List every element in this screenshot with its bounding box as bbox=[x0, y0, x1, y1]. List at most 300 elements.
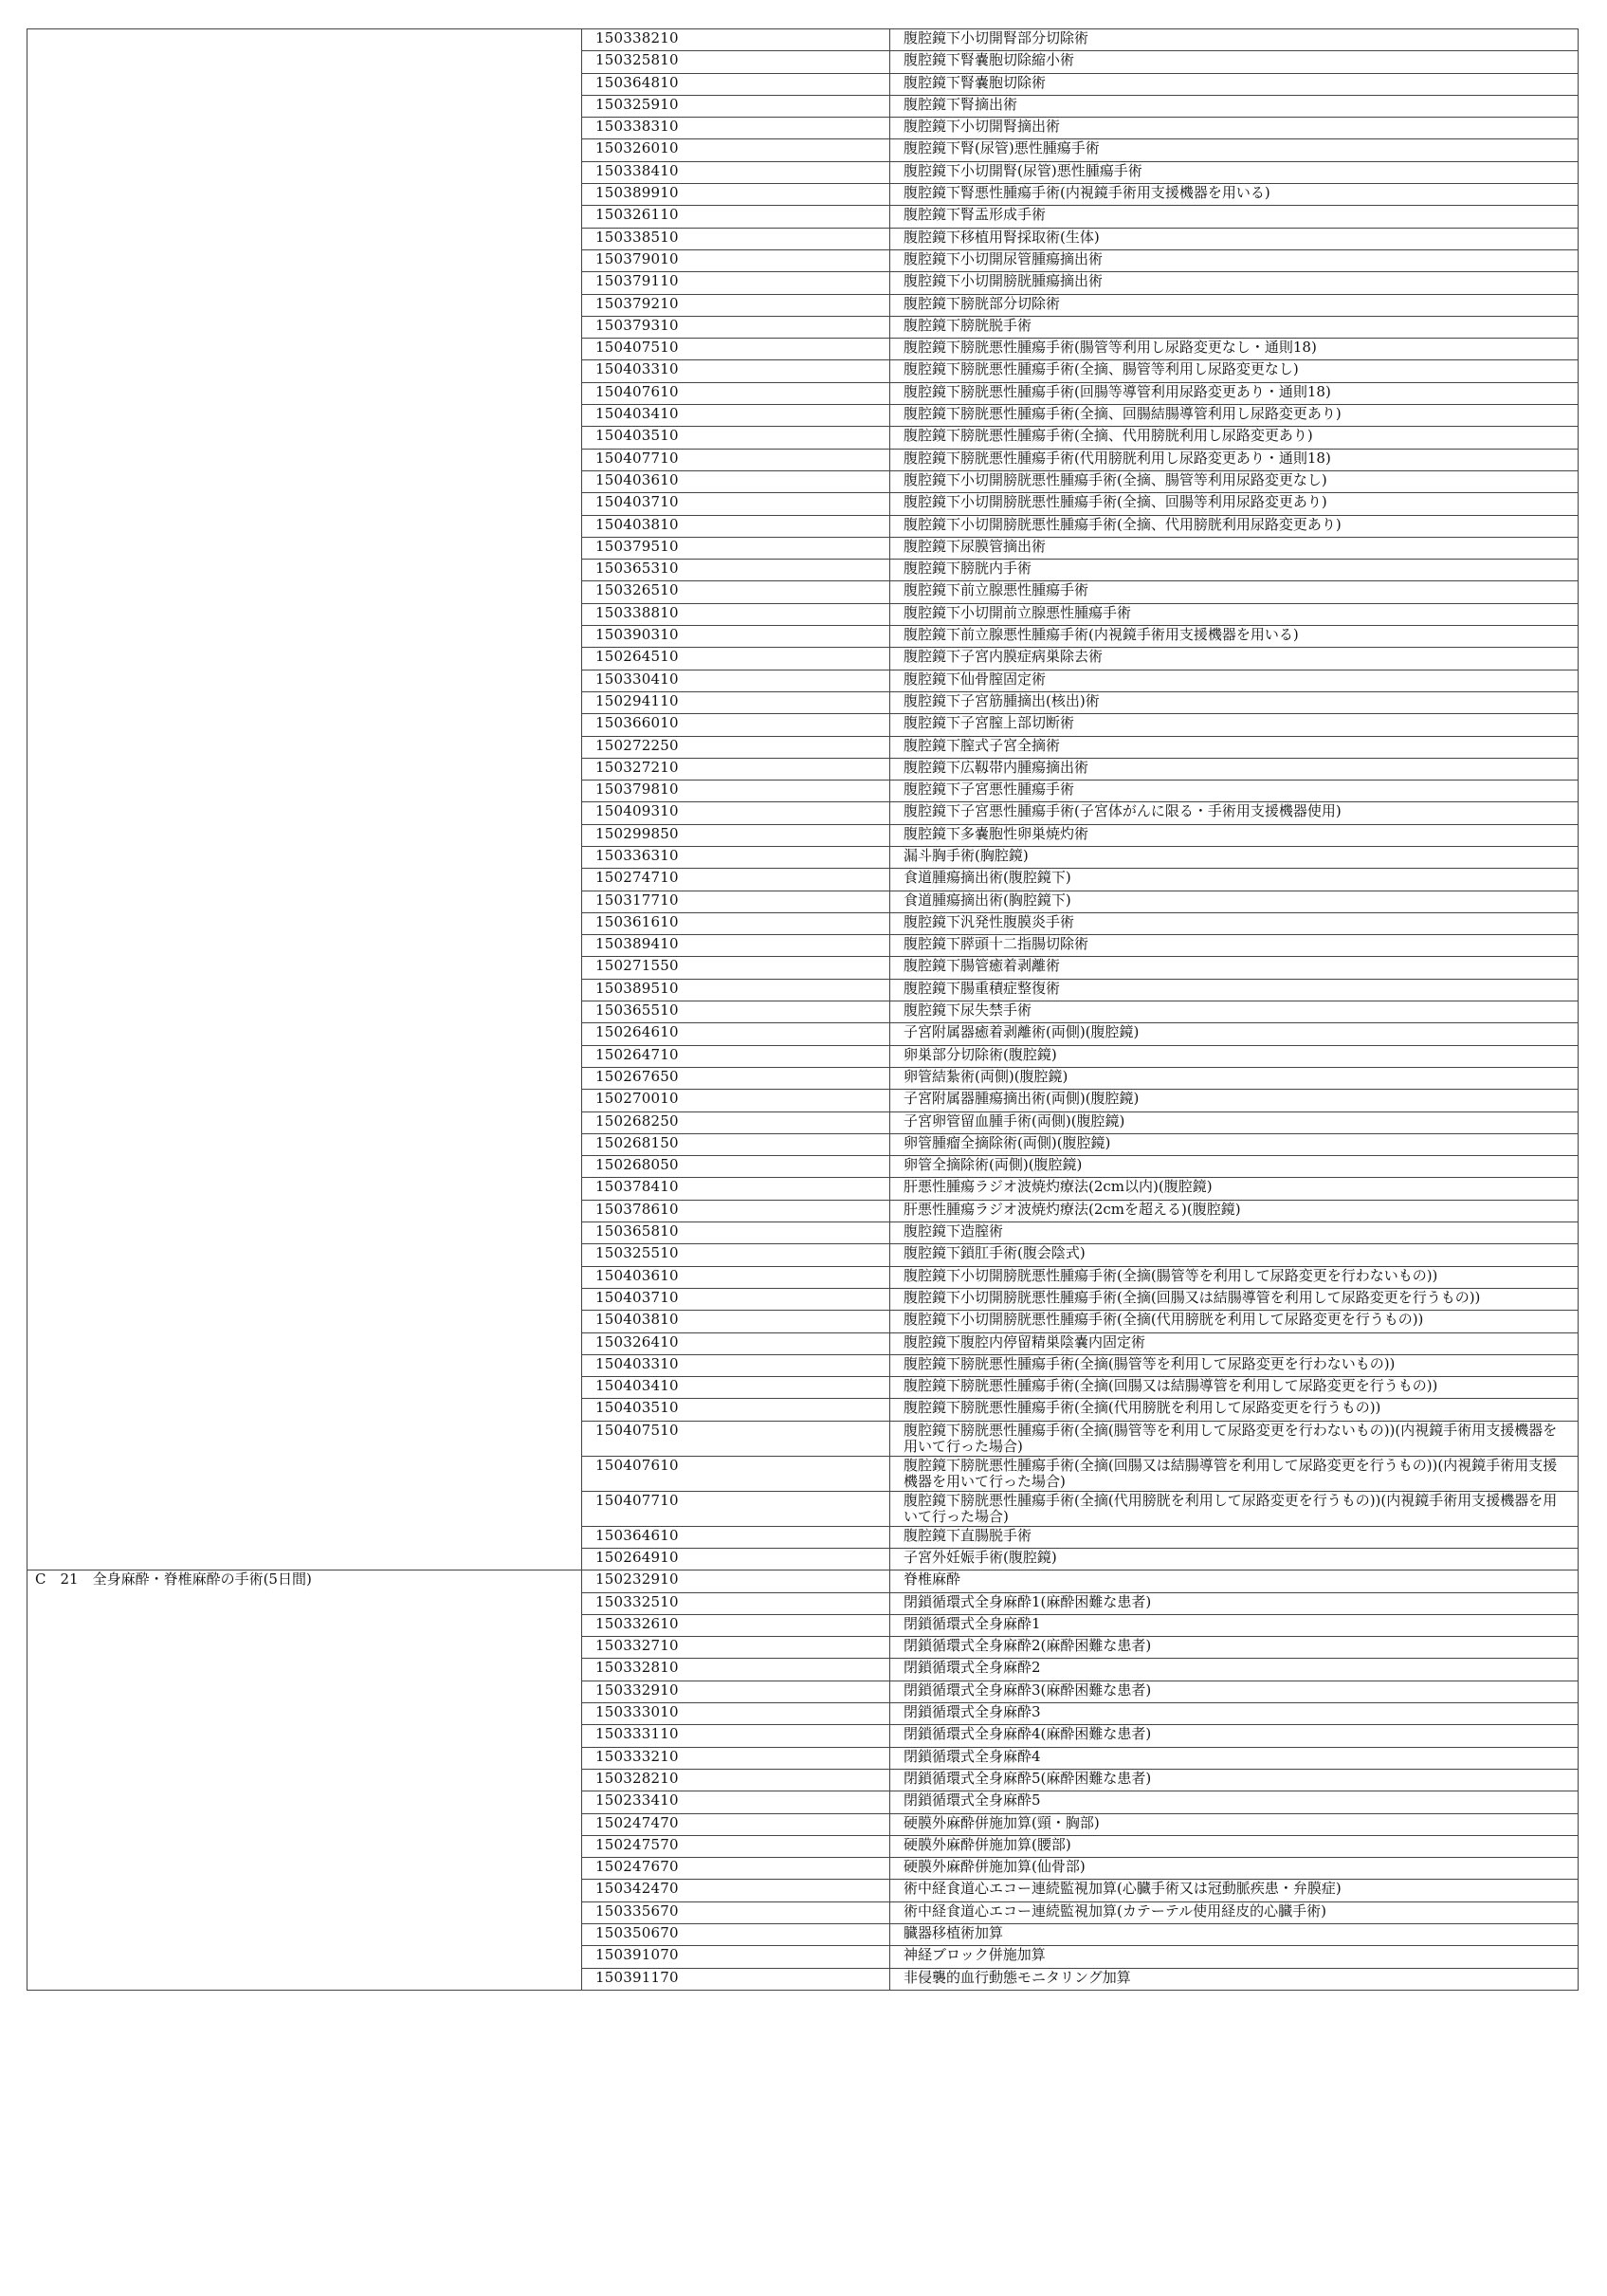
procedure-name-cell: 腹腔鏡下膀胱部分切除術 bbox=[890, 294, 1579, 316]
category-cell bbox=[27, 1946, 582, 1968]
table-row bbox=[27, 405, 1579, 427]
procedure-name-cell: 腹腔鏡下小切開腎摘出術 bbox=[890, 118, 1579, 139]
code-cell: 150326110 bbox=[582, 206, 890, 228]
code-cell: 150407510 bbox=[582, 339, 890, 360]
procedure-name-cell: 腹腔鏡下尿失禁手術 bbox=[890, 1001, 1579, 1023]
code-cell: 150379510 bbox=[582, 537, 890, 559]
code-cell: 150342470 bbox=[582, 1880, 890, 1901]
table-row bbox=[27, 382, 1579, 404]
table-row bbox=[27, 1592, 1579, 1614]
code-cell: 150403310 bbox=[582, 360, 890, 382]
category-cell bbox=[27, 1858, 582, 1880]
table-row bbox=[27, 824, 1579, 846]
code-cell: 150407710 bbox=[582, 1491, 890, 1526]
table-row bbox=[27, 161, 1579, 183]
table-row bbox=[27, 427, 1579, 449]
procedure-name-cell: 卵管結紮術(両側)(腹腔鏡) bbox=[890, 1067, 1579, 1089]
procedure-name-cell: 腹腔鏡下前立腺悪性腫瘍手術(内視鏡手術用支援機器を用いる) bbox=[890, 626, 1579, 648]
procedure-name-cell: 閉鎖循環式全身麻酔4 bbox=[890, 1747, 1579, 1769]
table-row bbox=[27, 51, 1579, 73]
table-row bbox=[27, 470, 1579, 492]
table-row bbox=[27, 1813, 1579, 1835]
code-cell: 150403710 bbox=[582, 1288, 890, 1310]
category-cell bbox=[27, 51, 582, 73]
procedure-name-cell: 腹腔鏡下鎖肛手術(腹会陰式) bbox=[890, 1244, 1579, 1266]
table-row bbox=[27, 1288, 1579, 1310]
code-cell: 150379310 bbox=[582, 316, 890, 338]
code-cell: 150403410 bbox=[582, 1377, 890, 1399]
procedure-name-cell: 閉鎖循環式全身麻酔1(麻酔困難な患者) bbox=[890, 1592, 1579, 1614]
procedure-name-cell: 閉鎖循環式全身麻酔1 bbox=[890, 1614, 1579, 1636]
category-cell bbox=[27, 912, 582, 934]
table-body bbox=[27, 29, 1579, 1991]
category-cell bbox=[27, 228, 582, 249]
category-cell bbox=[27, 206, 582, 228]
table-row bbox=[27, 979, 1579, 1001]
category-cell bbox=[27, 249, 582, 271]
code-cell: 150403810 bbox=[582, 1311, 890, 1332]
code-cell: 150326410 bbox=[582, 1332, 890, 1354]
category-cell bbox=[27, 118, 582, 139]
table-row bbox=[27, 1681, 1579, 1702]
table-row bbox=[27, 1377, 1579, 1399]
code-cell: 150391170 bbox=[582, 1968, 890, 1990]
code-cell: 150325510 bbox=[582, 1244, 890, 1266]
procedure-name-cell: 腹腔鏡下子宮悪性腫瘍手術(子宮体がんに限る・手術用支援機器使用) bbox=[890, 802, 1579, 824]
table-row bbox=[27, 891, 1579, 912]
table-row bbox=[27, 1880, 1579, 1901]
code-cell: 150264510 bbox=[582, 648, 890, 670]
table-row bbox=[27, 912, 1579, 934]
category-cell bbox=[27, 1332, 582, 1354]
table-row bbox=[27, 1769, 1579, 1791]
procedure-name-cell: 閉鎖循環式全身麻酔5(麻酔困難な患者) bbox=[890, 1769, 1579, 1791]
category-cell bbox=[27, 736, 582, 758]
code-cell: 150333010 bbox=[582, 1703, 890, 1725]
procedure-name-cell: 腹腔鏡下子宮膣上部切断術 bbox=[890, 714, 1579, 736]
procedure-name-cell: 神経ブロック併施加算 bbox=[890, 1946, 1579, 1968]
category-cell bbox=[27, 1200, 582, 1221]
procedure-name-cell: 腹腔鏡下小切開尿管腫瘍摘出術 bbox=[890, 249, 1579, 271]
procedure-name-cell: 腹腔鏡下子宮悪性腫瘍手術 bbox=[890, 781, 1579, 802]
code-cell: 150407510 bbox=[582, 1421, 890, 1456]
table-row bbox=[27, 1023, 1579, 1045]
procedure-name-cell: 閉鎖循環式全身麻酔3(麻酔困難な患者) bbox=[890, 1681, 1579, 1702]
category-cell bbox=[27, 537, 582, 559]
code-cell: 150326010 bbox=[582, 139, 890, 161]
code-cell: 150403710 bbox=[582, 493, 890, 515]
procedure-name-cell: 子宮卵管留血腫手術(両側)(腹腔鏡) bbox=[890, 1111, 1579, 1133]
category-cell bbox=[27, 1614, 582, 1636]
category-cell bbox=[27, 1968, 582, 1990]
category-cell bbox=[27, 802, 582, 824]
table-row bbox=[27, 1491, 1579, 1526]
code-cell: 150268250 bbox=[582, 1111, 890, 1133]
procedure-name-cell: 腹腔鏡下広靱帯内腫瘍摘出術 bbox=[890, 758, 1579, 780]
category-cell bbox=[27, 781, 582, 802]
procedure-name-cell: 腹腔鏡下膀胱内手術 bbox=[890, 560, 1579, 581]
procedure-name-cell: 漏斗胸手術(胸腔鏡) bbox=[890, 846, 1579, 868]
table-row bbox=[27, 537, 1579, 559]
table-row bbox=[27, 1549, 1579, 1570]
code-cell: 150364610 bbox=[582, 1526, 890, 1548]
procedure-name-cell: 腹腔鏡下小切開膀胱悪性腫瘍手術(全摘(回腸又は結腸導管を利用して尿路変更を行うもの)) bbox=[890, 1288, 1579, 1310]
table-row bbox=[27, 1399, 1579, 1421]
table-row bbox=[27, 1924, 1579, 1946]
procedure-name-cell: 閉鎖循環式全身麻酔3 bbox=[890, 1703, 1579, 1725]
table-row bbox=[27, 1067, 1579, 1089]
procedure-name-cell: 腹腔鏡下膀胱悪性腫瘍手術(全摘、回腸結腸導管利用し尿路変更あり) bbox=[890, 405, 1579, 427]
table-row bbox=[27, 626, 1579, 648]
category-cell bbox=[27, 95, 582, 117]
procedure-name-cell: 卵巣部分切除術(腹腔鏡) bbox=[890, 1045, 1579, 1067]
category-cell bbox=[27, 360, 582, 382]
table-row bbox=[27, 1946, 1579, 1968]
table-row bbox=[27, 1090, 1579, 1111]
procedure-name-cell: 腹腔鏡下多嚢胞性卵巣焼灼術 bbox=[890, 824, 1579, 846]
category-cell bbox=[27, 184, 582, 206]
table-row bbox=[27, 1266, 1579, 1288]
category-cell bbox=[27, 316, 582, 338]
procedure-name-cell: 腹腔鏡下腎(尿管)悪性腫瘍手術 bbox=[890, 139, 1579, 161]
table-row bbox=[27, 736, 1579, 758]
table-row bbox=[27, 1526, 1579, 1548]
code-cell: 150332610 bbox=[582, 1614, 890, 1636]
category-cell bbox=[27, 1377, 582, 1399]
category-cell bbox=[27, 1659, 582, 1681]
procedure-name-cell: 腹腔鏡下腹腔内停留精巣陰嚢内固定術 bbox=[890, 1332, 1579, 1354]
code-cell: 150390310 bbox=[582, 626, 890, 648]
table-row bbox=[27, 1858, 1579, 1880]
category-cell bbox=[27, 405, 582, 427]
table-row bbox=[27, 139, 1579, 161]
table-row bbox=[27, 781, 1579, 802]
table-row bbox=[27, 1111, 1579, 1133]
category-cell bbox=[27, 1111, 582, 1133]
procedure-name-cell: 腹腔鏡下直腸脱手術 bbox=[890, 1526, 1579, 1548]
code-cell: 150328210 bbox=[582, 1769, 890, 1791]
code-cell: 150409310 bbox=[582, 802, 890, 824]
procedure-name-cell: 術中経食道心エコー連続監視加算(カテーテル使用経皮的心臓手術) bbox=[890, 1901, 1579, 1923]
table-row bbox=[27, 339, 1579, 360]
procedure-name-cell: 腹腔鏡下小切開膀胱腫瘍摘出術 bbox=[890, 272, 1579, 294]
category-cell bbox=[27, 1222, 582, 1244]
table-row bbox=[27, 272, 1579, 294]
category-cell bbox=[27, 1090, 582, 1111]
procedure-name-cell: 非侵襲的血行動態モニタリング加算 bbox=[890, 1968, 1579, 1990]
table-row bbox=[27, 449, 1579, 470]
category-cell bbox=[27, 1637, 582, 1659]
table-row bbox=[27, 603, 1579, 625]
code-cell: 150332510 bbox=[582, 1592, 890, 1614]
category-cell bbox=[27, 648, 582, 670]
table-row bbox=[27, 1045, 1579, 1067]
category-cell bbox=[27, 1067, 582, 1089]
procedure-name-cell: 子宮附属器腫瘍摘出術(両側)(腹腔鏡) bbox=[890, 1090, 1579, 1111]
table-row bbox=[27, 1200, 1579, 1221]
table-row bbox=[27, 294, 1579, 316]
category-cell bbox=[27, 1133, 582, 1155]
code-cell: 150389410 bbox=[582, 935, 890, 957]
category-cell bbox=[27, 427, 582, 449]
code-cell: 150332810 bbox=[582, 1659, 890, 1681]
category-cell bbox=[27, 560, 582, 581]
procedure-name-cell: 術中経食道心エコー連続監視加算(心臓手術又は冠動脈疾患・弁膜症) bbox=[890, 1880, 1579, 1901]
procedure-name-cell: 腹腔鏡下小切開膀胱悪性腫瘍手術(全摘、代用膀胱利用尿路変更あり) bbox=[890, 515, 1579, 537]
table-row bbox=[27, 1703, 1579, 1725]
category-cell bbox=[27, 1045, 582, 1067]
procedure-name-cell: 腹腔鏡下移植用腎採取術(生体) bbox=[890, 228, 1579, 249]
code-cell: 150379010 bbox=[582, 249, 890, 271]
procedure-name-cell: 腹腔鏡下膀胱悪性腫瘍手術(全摘(腸管等を利用して尿路変更を行わないもの))(内視鏡手術用支援機器を用いて行った場合) bbox=[890, 1421, 1579, 1456]
category-cell bbox=[27, 1725, 582, 1747]
table-row bbox=[27, 581, 1579, 603]
category-cell bbox=[27, 161, 582, 183]
category-cell bbox=[27, 1549, 582, 1570]
table-row bbox=[27, 846, 1579, 868]
procedure-name-cell: 腹腔鏡下腸管癒着剥離術 bbox=[890, 957, 1579, 979]
code-cell: 150326510 bbox=[582, 581, 890, 603]
table-row bbox=[27, 95, 1579, 117]
procedure-name-cell: 腹腔鏡下膀胱悪性腫瘍手術(腸管等利用し尿路変更なし・通則18) bbox=[890, 339, 1579, 360]
table-row bbox=[27, 118, 1579, 139]
category-cell bbox=[27, 626, 582, 648]
table-row bbox=[27, 1637, 1579, 1659]
procedure-name-cell: 脊椎麻酔 bbox=[890, 1570, 1579, 1592]
procedure-name-cell: 閉鎖循環式全身麻酔2 bbox=[890, 1659, 1579, 1681]
category-cell bbox=[27, 935, 582, 957]
category-cell bbox=[27, 470, 582, 492]
code-cell: 150366010 bbox=[582, 714, 890, 736]
code-cell: 150317710 bbox=[582, 891, 890, 912]
category-cell bbox=[27, 515, 582, 537]
procedure-name-cell: 硬膜外麻酔併施加算(腰部) bbox=[890, 1835, 1579, 1857]
category-cell bbox=[27, 1769, 582, 1791]
code-cell: 150338810 bbox=[582, 603, 890, 625]
code-cell: 150264610 bbox=[582, 1023, 890, 1045]
category-cell bbox=[27, 1681, 582, 1702]
table-row bbox=[27, 1178, 1579, 1200]
table-row bbox=[27, 1835, 1579, 1857]
code-cell: 150365310 bbox=[582, 560, 890, 581]
category-cell bbox=[27, 1924, 582, 1946]
code-cell: 150270010 bbox=[582, 1090, 890, 1111]
code-cell: 150271550 bbox=[582, 957, 890, 979]
procedure-name-cell: 腹腔鏡下小切開前立腺悪性腫瘍手術 bbox=[890, 603, 1579, 625]
procedure-name-cell: 腹腔鏡下膀胱悪性腫瘍手術(全摘(腸管等を利用して尿路変更を行わないもの)) bbox=[890, 1354, 1579, 1376]
code-cell: 150378410 bbox=[582, 1178, 890, 1200]
table-row bbox=[27, 802, 1579, 824]
procedure-name-cell: 肝悪性腫瘍ラジオ波焼灼療法(2cm以内)(腹腔鏡) bbox=[890, 1178, 1579, 1200]
category-cell bbox=[27, 382, 582, 404]
code-cell: 150264710 bbox=[582, 1045, 890, 1067]
code-cell: 150365510 bbox=[582, 1001, 890, 1023]
procedure-name-cell: 腹腔鏡下小切開膀胱悪性腫瘍手術(全摘(代用膀胱を利用して尿路変更を行うもの)) bbox=[890, 1311, 1579, 1332]
code-cell: 150247470 bbox=[582, 1813, 890, 1835]
code-cell: 150391070 bbox=[582, 1946, 890, 1968]
procedure-name-cell: 腹腔鏡下尿膜管摘出術 bbox=[890, 537, 1579, 559]
category-cell bbox=[27, 1592, 582, 1614]
code-cell: 150338410 bbox=[582, 161, 890, 183]
category-cell bbox=[27, 1526, 582, 1548]
procedure-name-cell: 閉鎖循環式全身麻酔5 bbox=[890, 1791, 1579, 1813]
table-row bbox=[27, 560, 1579, 581]
procedure-name-cell: 腹腔鏡下膵頭十二指腸切除術 bbox=[890, 935, 1579, 957]
table-row bbox=[27, 228, 1579, 249]
table-row bbox=[27, 1659, 1579, 1681]
category-cell bbox=[27, 339, 582, 360]
category-cell bbox=[27, 1901, 582, 1923]
table-row bbox=[27, 1001, 1579, 1023]
code-cell: 150325910 bbox=[582, 95, 890, 117]
table-row bbox=[27, 1222, 1579, 1244]
table-row bbox=[27, 29, 1579, 51]
procedure-name-cell: 腹腔鏡下汎発性腹膜炎手術 bbox=[890, 912, 1579, 934]
code-cell: 150407610 bbox=[582, 382, 890, 404]
procedure-name-cell: 腹腔鏡下膀胱悪性腫瘍手術(全摘(回腸又は結腸導管を利用して尿路変更を行うもの))(内視鏡手術用支援機器を用いて行った場合) bbox=[890, 1456, 1579, 1491]
procedure-name-cell: 腹腔鏡下小切開膀胱悪性腫瘍手術(全摘、回腸等利用尿路変更あり) bbox=[890, 493, 1579, 515]
table-row bbox=[27, 691, 1579, 713]
code-cell: 150336310 bbox=[582, 846, 890, 868]
table-row bbox=[27, 1156, 1579, 1178]
procedure-name-cell: 腹腔鏡下前立腺悪性腫瘍手術 bbox=[890, 581, 1579, 603]
table-row bbox=[27, 1725, 1579, 1747]
category-cell bbox=[27, 869, 582, 891]
procedure-name-cell: 腹腔鏡下膀胱悪性腫瘍手術(全摘(回腸又は結腸導管を利用して尿路変更を行うもの)) bbox=[890, 1377, 1579, 1399]
code-cell: 150389910 bbox=[582, 184, 890, 206]
table-row bbox=[27, 1244, 1579, 1266]
category-cell bbox=[27, 691, 582, 713]
procedure-name-cell: 食道腫瘍摘出術(腹腔鏡下) bbox=[890, 869, 1579, 891]
code-cell: 150407610 bbox=[582, 1456, 890, 1491]
procedure-name-cell: 腹腔鏡下膀胱悪性腫瘍手術(全摘、腸管等利用し尿路変更なし) bbox=[890, 360, 1579, 382]
code-cell: 150403610 bbox=[582, 1266, 890, 1288]
code-cell: 150325810 bbox=[582, 51, 890, 73]
category-cell bbox=[27, 1835, 582, 1857]
procedure-name-cell: 腹腔鏡下小切開膀胱悪性腫瘍手術(全摘(腸管等を利用して尿路変更を行わないもの)) bbox=[890, 1266, 1579, 1288]
category-cell bbox=[27, 1001, 582, 1023]
category-cell bbox=[27, 272, 582, 294]
procedure-name-cell: 子宮附属器癒着剥離術(両側)(腹腔鏡) bbox=[890, 1023, 1579, 1045]
category-cell bbox=[27, 294, 582, 316]
code-cell: 150350670 bbox=[582, 1924, 890, 1946]
procedure-name-cell: 腹腔鏡下腎悪性腫瘍手術(内視鏡手術用支援機器を用いる) bbox=[890, 184, 1579, 206]
procedure-name-cell: 腹腔鏡下子宮内膜症病巣除去術 bbox=[890, 648, 1579, 670]
procedure-name-cell: 腹腔鏡下子宮筋腫摘出(核出)術 bbox=[890, 691, 1579, 713]
category-cell bbox=[27, 1456, 582, 1491]
procedure-name-cell: 肝悪性腫瘍ラジオ波焼灼療法(2cmを超える)(腹腔鏡) bbox=[890, 1200, 1579, 1221]
procedure-name-cell: 卵管全摘除術(両側)(腹腔鏡) bbox=[890, 1156, 1579, 1178]
code-cell: 150233410 bbox=[582, 1791, 890, 1813]
procedure-name-cell: 腹腔鏡下膀胱悪性腫瘍手術(代用膀胱利用し尿路変更あり・通則18) bbox=[890, 449, 1579, 470]
code-cell: 150299850 bbox=[582, 824, 890, 846]
code-cell: 150268050 bbox=[582, 1156, 890, 1178]
code-cell: 150365810 bbox=[582, 1222, 890, 1244]
code-cell: 150338310 bbox=[582, 118, 890, 139]
category-cell bbox=[27, 1399, 582, 1421]
table-row bbox=[27, 493, 1579, 515]
category-cell bbox=[27, 1311, 582, 1332]
code-cell: 150403610 bbox=[582, 470, 890, 492]
category-cell bbox=[27, 714, 582, 736]
code-cell: 150268150 bbox=[582, 1133, 890, 1155]
category-cell bbox=[27, 1023, 582, 1045]
category-cell bbox=[27, 758, 582, 780]
table-row bbox=[27, 1421, 1579, 1456]
procedure-name-cell: 腹腔鏡下膀胱脱手術 bbox=[890, 316, 1579, 338]
category-cell bbox=[27, 493, 582, 515]
category-cell bbox=[27, 1266, 582, 1288]
code-cell: 150327210 bbox=[582, 758, 890, 780]
code-cell: 150389510 bbox=[582, 979, 890, 1001]
code-cell: 150294110 bbox=[582, 691, 890, 713]
code-cell: 150338210 bbox=[582, 29, 890, 51]
procedure-name-cell: 腹腔鏡下膀胱悪性腫瘍手術(全摘(代用膀胱を利用して尿路変更を行うもの))(内視鏡手術用支援機器を用いて行った場合) bbox=[890, 1491, 1579, 1526]
code-cell: 150378610 bbox=[582, 1200, 890, 1221]
category-cell bbox=[27, 29, 582, 51]
procedure-name-cell: 腹腔鏡下小切開腎部分切除術 bbox=[890, 29, 1579, 51]
procedure-name-cell: 腹腔鏡下造膣術 bbox=[890, 1222, 1579, 1244]
category-cell bbox=[27, 1491, 582, 1526]
category-cell bbox=[27, 824, 582, 846]
code-cell: 150333210 bbox=[582, 1747, 890, 1769]
code-cell: 150330410 bbox=[582, 670, 890, 691]
table-row bbox=[27, 316, 1579, 338]
code-cell: 150232910 bbox=[582, 1570, 890, 1592]
category-cell bbox=[27, 1288, 582, 1310]
category-cell bbox=[27, 670, 582, 691]
category-cell bbox=[27, 1703, 582, 1725]
table-row bbox=[27, 935, 1579, 957]
table-row bbox=[27, 648, 1579, 670]
category-cell bbox=[27, 1244, 582, 1266]
procedure-name-cell: 硬膜外麻酔併施加算(仙骨部) bbox=[890, 1858, 1579, 1880]
category-cell bbox=[27, 1421, 582, 1456]
procedure-name-cell: 子宮外妊娠手術(腹腔鏡) bbox=[890, 1549, 1579, 1570]
code-cell: 150272250 bbox=[582, 736, 890, 758]
code-cell: 150379110 bbox=[582, 272, 890, 294]
procedure-name-cell: 腹腔鏡下膀胱悪性腫瘍手術(全摘、代用膀胱利用し尿路変更あり) bbox=[890, 427, 1579, 449]
table-row bbox=[27, 1791, 1579, 1813]
category-cell bbox=[27, 979, 582, 1001]
table-row bbox=[27, 1354, 1579, 1376]
code-cell: 150335670 bbox=[582, 1901, 890, 1923]
table-row bbox=[27, 714, 1579, 736]
code-cell: 150333110 bbox=[582, 1725, 890, 1747]
code-cell: 150364810 bbox=[582, 73, 890, 95]
code-cell: 150407710 bbox=[582, 449, 890, 470]
table-row bbox=[27, 1311, 1579, 1332]
code-cell: 150247570 bbox=[582, 1835, 890, 1857]
category-cell bbox=[27, 1156, 582, 1178]
code-cell: 150274710 bbox=[582, 869, 890, 891]
category-cell: C 21 全身麻酔・脊椎麻酔の手術(5日間) bbox=[27, 1570, 582, 1592]
table-row bbox=[27, 1456, 1579, 1491]
table-row bbox=[27, 1901, 1579, 1923]
category-cell bbox=[27, 139, 582, 161]
category-cell bbox=[27, 1813, 582, 1835]
procedure-name-cell: 腹腔鏡下膀胱悪性腫瘍手術(回腸等導管利用尿路変更あり・通則18) bbox=[890, 382, 1579, 404]
table-row bbox=[27, 184, 1579, 206]
procedure-name-cell: 腹腔鏡下腎摘出術 bbox=[890, 95, 1579, 117]
procedure-name-cell: 腹腔鏡下腸重積症整復術 bbox=[890, 979, 1579, 1001]
table-row bbox=[27, 73, 1579, 95]
table-row bbox=[27, 670, 1579, 691]
procedure-name-cell: 閉鎖循環式全身麻酔4(麻酔困難な患者) bbox=[890, 1725, 1579, 1747]
table-row bbox=[27, 249, 1579, 271]
code-cell: 150379210 bbox=[582, 294, 890, 316]
table-row bbox=[27, 758, 1579, 780]
